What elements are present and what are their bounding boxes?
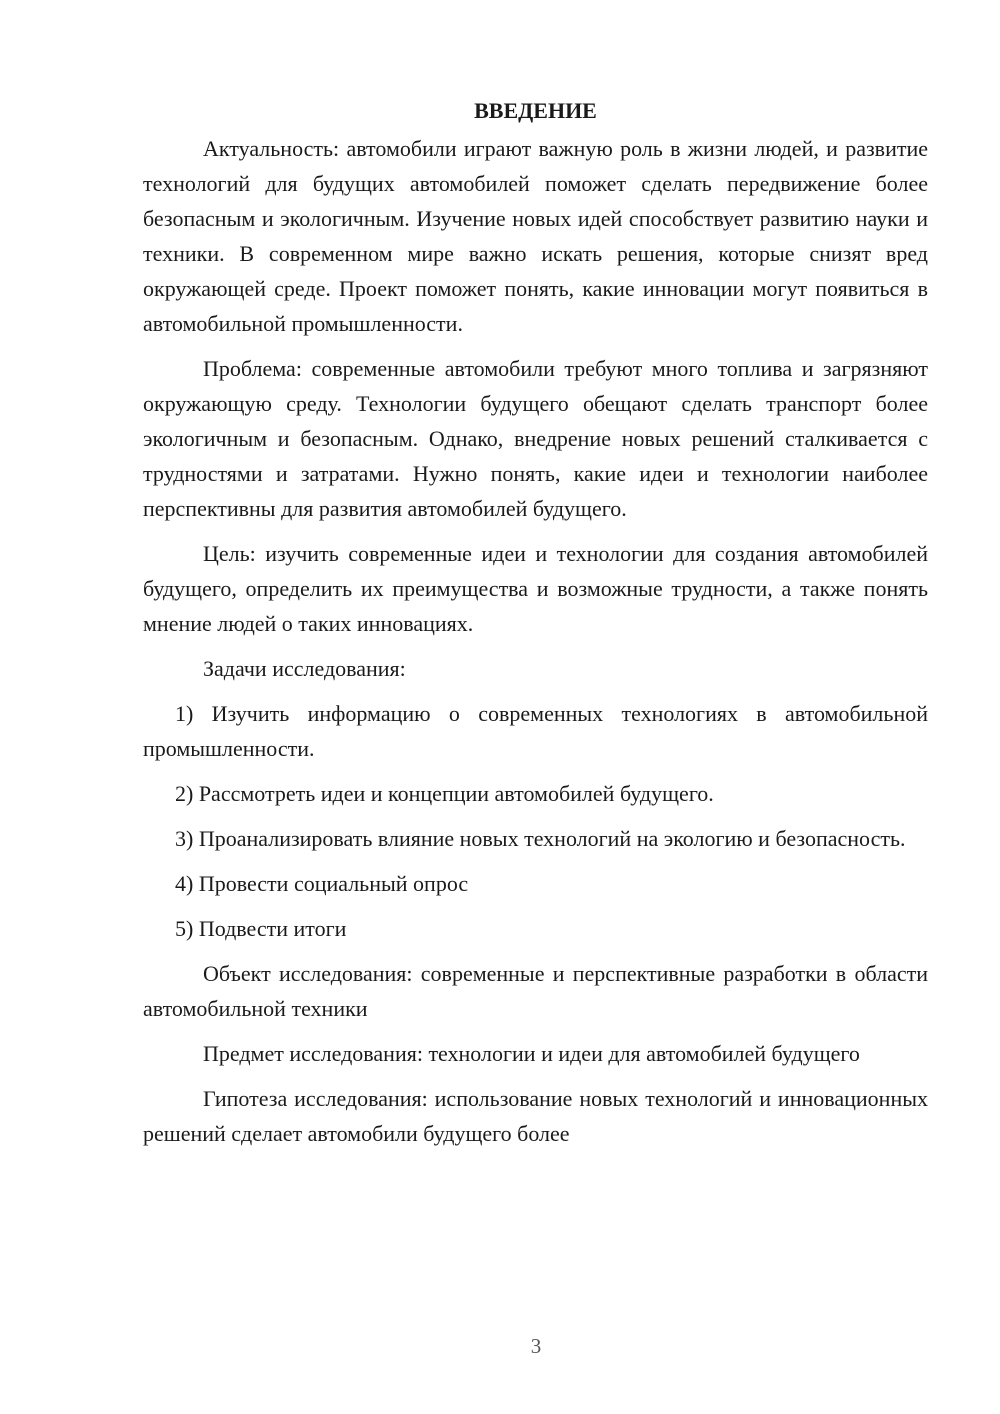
task-item-3: 3) Проанализировать влияние новых технологий на экологию и безопасность. (175, 826, 906, 851)
section-heading: ВВЕДЕНИЕ (474, 98, 597, 123)
paragraph-goal: Цель: изучить современные идеи и технологии для создания автомобилей будущего, определить их преимущества и возможные трудности, а также понять мнение людей о таких инновациях. (143, 541, 928, 636)
paragraph-relevance: Актуальность: автомобили играют важную роль в жизни людей, и развитие технологий для будущих автомобилей поможет сделать передвижение более безопасным и экологичным. Изучение новых идей способствует развитию науки и техники. В современном мире важно искать решения, которые снизят вред окружающей среде. Проект поможет понять, какие инновации могут появиться в автомобильной промышленности. (143, 136, 928, 336)
page-number: 3 (530, 1334, 542, 1358)
paragraph-hypothesis: Гипотеза исследования: использование новых технологий и инновационных решений сделает автомобили будущего более (143, 1086, 928, 1146)
paragraph-problem: Проблема: современные автомобили требуют много топлива и загрязняют окружающую среду. Технологии будущего обещают сделать транспорт более экологичным и безопасным. Однако, внедрение новых решений сталкивается с трудностями и затратами. Нужно понять, какие идеи и технологии наиболее перспективны для развития автомобилей будущего. (143, 356, 928, 521)
task-item-5: 5) Подвести итоги (175, 916, 347, 941)
page-content (143, 96, 928, 1161)
task-item-4: 4) Провести социальный опрос (175, 871, 469, 896)
task-item-1: 1) Изучить информацию о современных технологиях в автомобильной промышленности. (143, 701, 928, 761)
paragraph-object: Объект исследования: современные и перспективные разработки в области автомобильной техники (143, 961, 928, 1021)
paragraph-tasks-title: Задачи исследования: (203, 656, 406, 681)
task-item-2: 2) Рассмотреть идеи и концепции автомобилей будущего. (175, 781, 714, 806)
paragraph-subject: Предмет исследования: технологии и идеи для автомобилей будущего (203, 1041, 860, 1066)
